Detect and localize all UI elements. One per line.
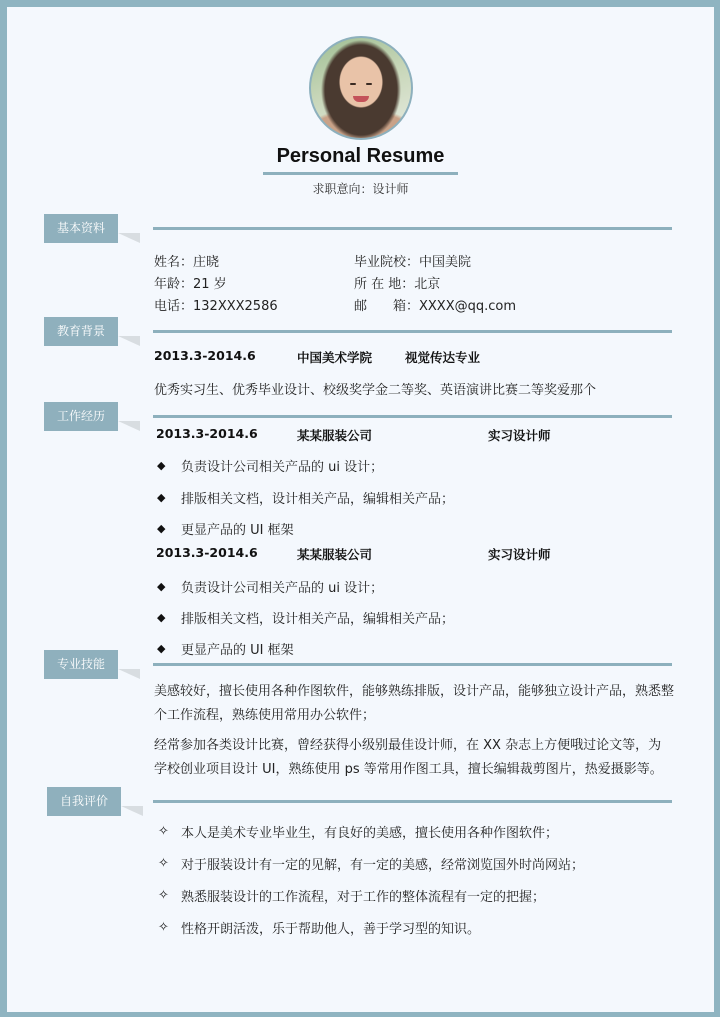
edu-honors: 优秀实习生、优秀毕业设计、校级奖学金二等奖、英语演讲比赛二等奖爱那个 (154, 383, 597, 398)
tab-shadow (118, 669, 140, 679)
avatar-smile (353, 96, 369, 102)
resume-page (7, 7, 714, 1012)
diamond-bullet-icon: ◆ (157, 611, 166, 624)
star-bullet-icon: ✧ (158, 856, 169, 871)
job-duty: 负责设计公司相关产品的 ui 设计； (181, 581, 384, 596)
diamond-bullet-icon: ◆ (157, 642, 166, 655)
self-item: 熟悉服装设计的工作流程，对于工作的整体流程有一定的把握； (181, 890, 546, 905)
skills-paragraph: 美感较好，擅长使用各种作图软件，能够熟练排版，设计产品，能够独立设计产品，熟悉整个工作流程，熟练使用常用办公软件； (154, 684, 675, 723)
job-duty: 更显产品的 UI 框架 (181, 643, 294, 658)
tab-shadow (118, 421, 140, 431)
diamond-bullet-icon: ◆ (157, 522, 166, 535)
section-tab-work: 工作经历 (44, 402, 118, 431)
info-name: 姓名：庄晓 (154, 255, 220, 270)
section-rule (153, 663, 672, 666)
avatar-eye (350, 83, 356, 85)
tab-shadow (121, 806, 143, 816)
self-item: 本人是美术专业毕业生，有良好的美感，擅长使用各种作图软件； (181, 826, 559, 841)
star-bullet-icon: ✧ (158, 888, 169, 903)
skills-paragraph: 经常参加各类设计比赛，曾经获得小级别最佳设计师，在 XX 杂志上方便哦过论文等，为学校创业项目设计 UI，熟练使用 ps 等常用作图工具，擅长编辑裁剪图片，热爱摄影等。 (154, 738, 663, 777)
section-rule (153, 330, 672, 333)
section-tab-self: 自我评价 (47, 787, 121, 816)
edu-school: 中国美术学院 (297, 350, 373, 365)
tab-shadow (118, 233, 140, 243)
self-item: 性格开朗活泼，乐于帮助他人，善于学习型的知识。 (181, 922, 481, 937)
diamond-bullet-icon: ◆ (157, 580, 166, 593)
job-company: 某某服装公司 (297, 547, 373, 562)
job-role: 实习设计师 (488, 428, 551, 443)
job-period: 2013.3-2014.6 (156, 545, 258, 560)
edu-period: 2013.3-2014.6 (154, 348, 256, 363)
page-title: Personal Resume (276, 145, 445, 167)
job-role: 实习设计师 (488, 547, 551, 562)
info-age: 年龄：21 岁 (154, 277, 227, 292)
section-rule (153, 227, 672, 230)
star-bullet-icon: ✧ (158, 920, 169, 935)
section-tab-education: 教育背景 (44, 317, 118, 346)
job-company: 某某服装公司 (297, 428, 373, 443)
diamond-bullet-icon: ◆ (157, 459, 166, 472)
job-duty: 排版相关文档，设计相关产品，编辑相关产品； (181, 492, 455, 507)
avatar-eye (366, 83, 372, 85)
info-school: 毕业院校：中国美院 (354, 255, 472, 270)
section-rule (153, 800, 672, 803)
edu-major: 视觉传达专业 (405, 350, 481, 365)
job-duty: 排版相关文档，设计相关产品，编辑相关产品； (181, 612, 455, 627)
info-email: 邮 箱：XXXX@qq.com (354, 299, 517, 314)
job-period: 2013.3-2014.6 (156, 426, 258, 441)
job-duty: 负责设计公司相关产品的 ui 设计； (181, 460, 384, 475)
section-rule (153, 415, 672, 418)
title-underline (263, 172, 458, 175)
diamond-bullet-icon: ◆ (157, 491, 166, 504)
info-location: 所 在 地：北京 (354, 277, 441, 292)
info-phone: 电话：132XXX2586 (154, 299, 278, 314)
star-bullet-icon: ✧ (158, 824, 169, 839)
self-item: 对于服装设计有一定的见解，有一定的美感，经常浏览国外时尚网站； (181, 858, 585, 873)
job-intention: 求职意向：设计师 (312, 182, 409, 196)
section-tab-skills: 专业技能 (44, 650, 118, 679)
avatar (309, 36, 413, 140)
tab-shadow (118, 336, 140, 346)
job-duty: 更显产品的 UI 框架 (181, 523, 294, 538)
section-tab-basic: 基本资料 (44, 214, 118, 243)
